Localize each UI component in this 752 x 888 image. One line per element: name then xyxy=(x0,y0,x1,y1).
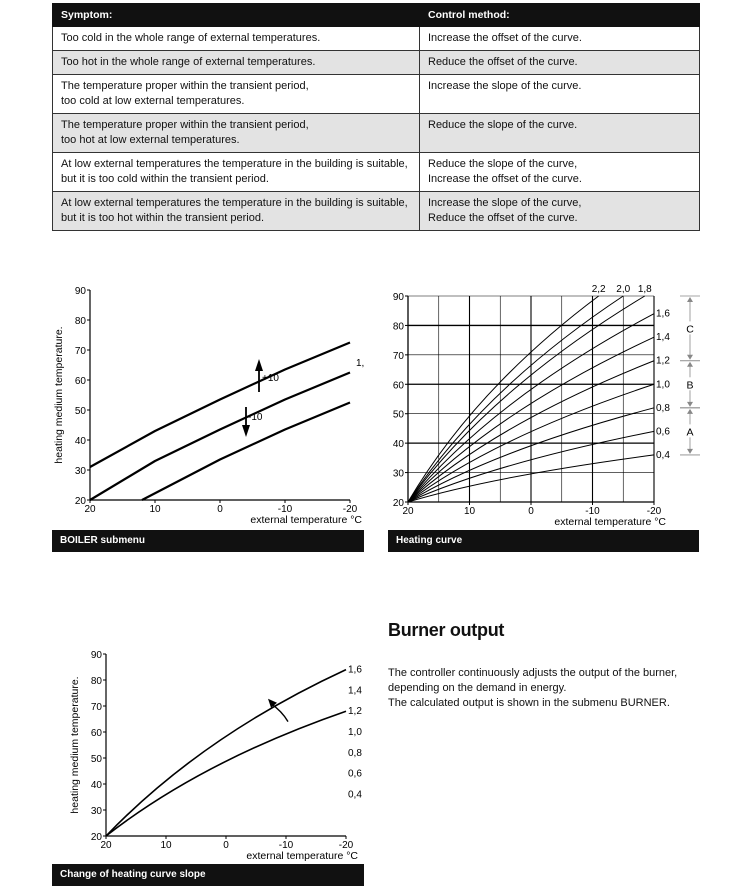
y-tick-label: 80 xyxy=(392,321,404,333)
slope-label: 1,2 xyxy=(348,706,362,718)
slope-label: 1,4 xyxy=(656,332,670,344)
cell-line: Increase the offset of the curve. xyxy=(428,173,582,185)
cell-line: Too hot in the whole range of external temperatures. xyxy=(61,56,316,68)
burner-line: The controller continuously adjusts the output of the burner, xyxy=(388,667,678,679)
control-method-header: Control method: xyxy=(420,4,700,27)
x-tick-label: -20 xyxy=(342,504,358,515)
x-tick-label: -10 xyxy=(278,840,294,851)
cell-line: Reduce the slope of the curve. xyxy=(428,119,578,131)
boiler-chart xyxy=(46,280,366,528)
symptom-cell xyxy=(53,114,420,153)
x-tick-label: 20 xyxy=(84,504,96,515)
symptom-cell xyxy=(53,75,420,114)
cell-line: Reduce the offset of the curve. xyxy=(428,212,578,224)
y-tick-label: 20 xyxy=(392,498,404,509)
heating-curve xyxy=(408,296,645,502)
symptom-table xyxy=(52,3,700,231)
slope-label: 0,6 xyxy=(656,426,670,438)
heating-caption: Heating curve xyxy=(396,535,463,546)
slope-label: 1,0 xyxy=(348,727,362,738)
symptom-cell xyxy=(53,153,420,192)
range-arrowhead xyxy=(687,297,693,302)
x-tick-label: 20 xyxy=(100,840,112,851)
symptom-cell xyxy=(53,51,420,75)
y-tick-label: 30 xyxy=(74,466,86,477)
method-cell xyxy=(420,114,700,153)
offset-up-arrowhead xyxy=(255,359,263,371)
cell-line: too hot at low external temperatures. xyxy=(61,134,240,146)
burner-description xyxy=(388,666,728,711)
y-tick-label: 30 xyxy=(392,468,404,480)
curve-label: 1, xyxy=(356,358,365,369)
slope-label: 1,2 xyxy=(656,355,670,367)
slope-label: 2,2 xyxy=(591,284,606,295)
range-arrowhead xyxy=(687,355,693,360)
y-tick-label: 90 xyxy=(392,292,404,303)
slope-label: 0,4 xyxy=(656,449,670,461)
x-axis-label: external temperature °C xyxy=(246,850,358,862)
cell-line: At low external temperatures the temperature in the building is suitable, xyxy=(61,197,408,209)
cell-line: too cold at low external temperatures. xyxy=(61,95,245,107)
cell-line: Too cold in the whole range of external temperatures. xyxy=(61,32,321,44)
x-tick-label: -20 xyxy=(338,840,354,851)
y-tick-label: 50 xyxy=(90,754,102,765)
y-tick-label: 40 xyxy=(90,780,102,791)
slope-chart xyxy=(46,646,372,862)
symptom-cell xyxy=(53,27,420,51)
x-tick-label: 0 xyxy=(217,504,223,515)
method-cell xyxy=(420,192,700,231)
cell-line: but it is too hot within the transient period. xyxy=(61,212,265,224)
y-tick-label: 20 xyxy=(90,832,102,843)
cell-line: Increase the slope of the curve. xyxy=(428,80,582,92)
range-label: B xyxy=(686,379,694,392)
burner-line: depending on the demand in energy. xyxy=(388,682,567,694)
slope-curve xyxy=(106,711,346,836)
x-tick-label: 20 xyxy=(402,506,414,517)
y-tick-label: 60 xyxy=(74,376,86,387)
range-arrowhead xyxy=(687,449,693,454)
method-cell xyxy=(420,27,700,51)
cell-line: The temperature proper within the transient period, xyxy=(61,119,309,131)
boiler-curve xyxy=(90,343,350,468)
x-tick-label: -10 xyxy=(585,506,600,517)
burner-title: Burner output xyxy=(388,620,505,640)
x-tick-label: 0 xyxy=(223,840,229,851)
x-axis-label: external temperature °C xyxy=(250,514,362,526)
slope-label: 1,6 xyxy=(348,664,362,676)
y-tick-label: 40 xyxy=(392,439,404,451)
y-tick-label: 50 xyxy=(74,406,86,417)
table-row xyxy=(53,114,700,153)
offset-down-label: -10 xyxy=(248,412,263,423)
range-label: A xyxy=(686,426,694,439)
symptom-header: Symptom: xyxy=(53,4,420,27)
offset-down-arrowhead xyxy=(242,425,250,437)
slope-label: 1,8 xyxy=(637,284,652,295)
y-tick-label: 40 xyxy=(74,436,86,447)
method-cell xyxy=(420,51,700,75)
cell-line: Reduce the slope of the curve, xyxy=(428,158,578,170)
boiler-caption-bar xyxy=(52,530,364,552)
slope-curve xyxy=(106,670,346,836)
table-row xyxy=(53,192,700,231)
x-axis-label: external temperature °C xyxy=(554,516,666,528)
slope-caption-bar xyxy=(52,864,364,886)
x-tick-label: 10 xyxy=(463,506,476,517)
burner-line: The calculated output is shown in the submenu BURNER. xyxy=(388,697,670,709)
table-row xyxy=(53,75,700,114)
y-tick-label: 70 xyxy=(74,346,86,357)
y-tick-label: 80 xyxy=(74,316,86,327)
slope-caption: Change of heating curve slope xyxy=(60,869,206,880)
heating-caption-bar xyxy=(388,530,699,552)
table-row xyxy=(53,153,700,192)
slope-label: 1,4 xyxy=(348,685,362,697)
x-tick-label: 10 xyxy=(160,840,172,851)
boiler-caption: BOILER submenu xyxy=(60,535,146,546)
x-tick-label: 0 xyxy=(528,506,534,517)
method-cell xyxy=(420,75,700,114)
range-arrowhead xyxy=(687,409,693,414)
cell-line: but it is too cold within the transient period. xyxy=(61,173,269,185)
y-axis-label: heating medium temperature. xyxy=(69,676,81,814)
range-label: C xyxy=(686,323,694,336)
slope-label: 0,4 xyxy=(348,789,362,801)
symptom-cell xyxy=(53,192,420,231)
cell-line: The temperature proper within the transient period, xyxy=(61,80,309,92)
y-tick-label: 30 xyxy=(90,806,102,817)
cell-line: At low external temperatures the temperature in the building is suitable, xyxy=(61,158,408,170)
slope-label: 1,6 xyxy=(656,308,670,320)
table-row xyxy=(53,51,700,75)
x-tick-label: -10 xyxy=(277,504,293,515)
y-axis-label: heating medium temperature. xyxy=(53,326,65,464)
method-cell xyxy=(420,153,700,192)
boiler-curve xyxy=(90,373,350,501)
y-tick-label: 50 xyxy=(392,409,404,421)
heating-curve-chart xyxy=(380,280,710,528)
x-tick-label: 10 xyxy=(149,504,161,515)
y-tick-label: 90 xyxy=(90,650,102,661)
slope-label: 2,0 xyxy=(616,284,631,295)
slope-label: 0,6 xyxy=(348,768,362,780)
y-tick-label: 70 xyxy=(90,702,102,713)
range-arrowhead xyxy=(687,402,693,407)
offset-up-label: +10 xyxy=(262,373,279,384)
x-tick-label: -20 xyxy=(646,506,662,517)
slope-label: 1,0 xyxy=(656,379,670,391)
cell-line: Increase the slope of the curve, xyxy=(428,197,582,209)
y-tick-label: 60 xyxy=(90,728,102,739)
y-tick-label: 80 xyxy=(90,676,102,687)
y-tick-label: 90 xyxy=(74,286,86,297)
slope-label: 0,8 xyxy=(348,747,362,759)
table-row xyxy=(53,27,700,51)
cell-line: Increase the offset of the curve. xyxy=(428,32,582,44)
y-tick-label: 70 xyxy=(392,350,404,362)
y-tick-label: 60 xyxy=(392,380,404,392)
cell-line: Reduce the offset of the curve. xyxy=(428,56,578,68)
y-tick-label: 20 xyxy=(74,496,86,507)
slope-label: 0,8 xyxy=(656,402,670,414)
range-arrowhead xyxy=(687,362,693,367)
